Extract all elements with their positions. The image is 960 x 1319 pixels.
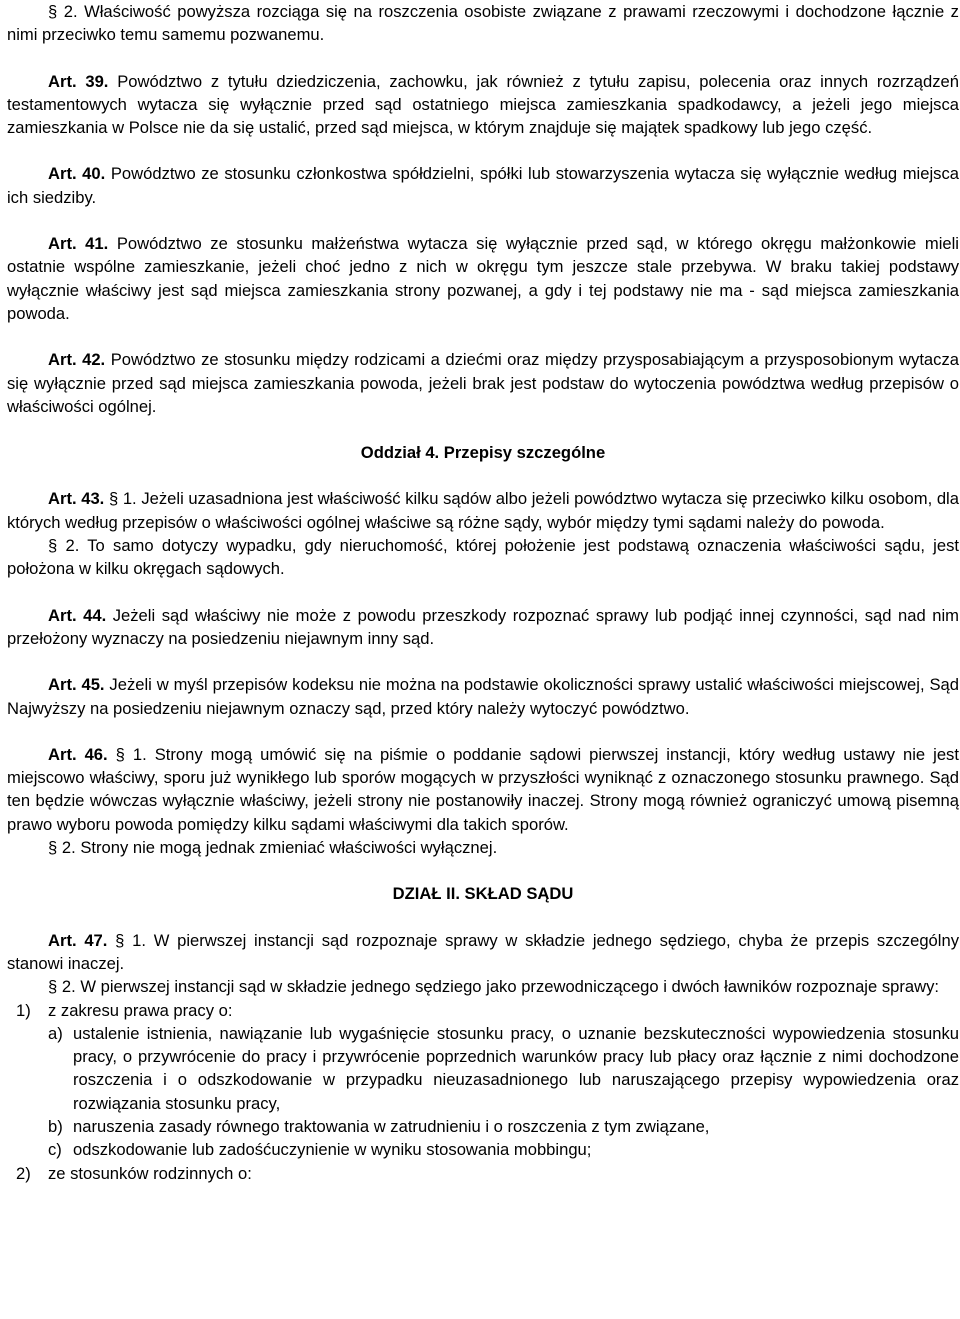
article-label: Art. 47. xyxy=(48,930,108,950)
article-46-paragraph-2 xyxy=(7,836,959,859)
paragraph-text: Właściwość powyższa rozciąga się na roszczenia osobiste związane z prawami rzeczowymi i dochodzone łącznie z nimi przeciwko temu samemu pozwanemu. xyxy=(7,2,959,45)
article-text: Jeżeli w myśl przepisów kodeksu nie można na podstawie okoliczności sprawy ustalić właściwości miejscowej, Sąd Najwyższy na posiedzeniu niejawnym oznaczy sąd, przed który należy wytoczyć powództwo. xyxy=(7,675,959,718)
article-label: Art. 40. xyxy=(48,164,106,184)
section-heading-oddzial-4: Oddział 4. Przepisy szczególne xyxy=(360,443,606,463)
paragraph-number: § 1. xyxy=(108,489,137,509)
list-item-number: 2) xyxy=(16,1163,31,1183)
article-text: Powództwo ze stosunku małżeństwa wytacza się wyłącznie przed sąd, w którego okręgu małżonkowie mieli ostatnie wspólne zamieszkanie, jeżeli choć jedno z nich w okręgu tym jeszcze stale przebywa. W braku takiej podstawy wyłącznie właściwy jest sąd miejsca zamieszkania strony pozwanej, a gdy i tej podstawy nie ma - sąd miejsca zamieszkania powoda. xyxy=(7,234,959,323)
list-item-number: 1) xyxy=(16,1000,31,1020)
paragraph-number: § 2. xyxy=(48,977,76,997)
list-item-text: ze stosunków rodzinnych o: xyxy=(48,1163,252,1183)
article-label: Art. 39. xyxy=(48,71,109,91)
paragraph-text: To samo dotyczy wypadku, gdy nieruchomość, której położenie jest podstawą oznaczenia właściwości sądu, jest położona w kilku okręgach sądowych. xyxy=(7,536,959,579)
sub-list-item-text: odszkodowanie lub zadośćuczynienie w wyniku stosowania mobbingu; xyxy=(73,1140,592,1160)
article-text: Jeżeli sąd właściwy nie może z powodu przeszkody rozpoznać sprawy lub podjąć innej czynności, sąd nad nim przełożony wyznaczy na posiedzeniu niejawnym inny sąd. xyxy=(7,605,959,648)
paragraph-text: Strony mogą umówić się na piśmie o poddanie sądowi pierwszej instancji, który według ustawy nie jest miejscowo właściwy, sporu już wynikłego lub sporów mogących w przyszłości wyniknąć z oznaczonego stosunku prawnego. Sąd ten będzie wówczas wyłącznie właściwy, jeżeli strony nie postanowiły inaczej. Strony mogą również ograniczyć umową pisemną prawo wyboru powoda pomiędzy kilku sądami właściwymi dla takich sporów. xyxy=(7,744,959,834)
article-text: Powództwo ze stosunku między rodzicami a dziećmi oraz między przysposabiającym a przysposobionym wytacza się wyłącznie przed sąd miejsca zamieszkania powoda, jeżeli brak jest podstaw do wytoczenia powództwa według przepisów o właściwości ogólnej. xyxy=(7,350,959,416)
article-text: Powództwo ze stosunku członkostwa spółdzielni, spółki lub stowarzyszenia wytacza się wyłącznie według miejsca ich siedziby. xyxy=(7,164,959,207)
list-item xyxy=(7,999,959,1022)
sub-list-item-letter: a) xyxy=(48,1023,63,1043)
sub-list-item xyxy=(48,1138,959,1161)
article-label: Art. 46. xyxy=(48,744,108,764)
list-item-text: z zakresu prawa pracy o: xyxy=(48,1000,233,1020)
paragraph-number: § 2. xyxy=(48,838,76,858)
article-47-paragraph-1 xyxy=(7,929,959,976)
article-label: Art. 42. xyxy=(48,350,106,370)
article-44 xyxy=(7,604,959,651)
paragraph-text: Strony nie mogą jednak zmieniać właściwości wyłącznej. xyxy=(80,838,498,858)
article-43-paragraph-1 xyxy=(7,487,959,534)
paragraph-text: W pierwszej instancji sąd w składzie jednego sędziego jako przewodniczącego i dwóch ławników rozpoznaje sprawy: xyxy=(80,977,940,997)
article-41 xyxy=(7,232,959,325)
article-43-paragraph-2 xyxy=(7,534,959,581)
paragraph-number: § 2. xyxy=(48,536,80,556)
article-46-paragraph-1 xyxy=(7,743,959,836)
sub-list-item-letter: b) xyxy=(48,1116,63,1136)
article-39 xyxy=(7,70,959,140)
sub-list-item xyxy=(48,1115,959,1138)
paragraph-number: § 2. xyxy=(48,2,78,21)
article-42 xyxy=(7,348,959,418)
article-label: Art. 44. xyxy=(48,605,107,625)
sub-list-item-letter: c) xyxy=(48,1140,62,1160)
article-45 xyxy=(7,673,959,720)
paragraph-text: Jeżeli uzasadniona jest właściwość kilku sądów albo jeżeli powództwo wytacza się przeciwko kilku osobom, dla których według przepisów o właściwości ogólnej właściwe są różne sądy, wybór między tymi sądami należy do powoda. xyxy=(7,489,959,532)
document-page xyxy=(7,0,959,1185)
sub-list-item-text: ustalenie istnienia, nawiązanie lub wygaśnięcie stosunku pracy, o uznanie bezskuteczności wypowiedzenia stosunku pracy, o przywrócenie do pracy i przywrócenie poprzednich warunków pracy lub płacy oraz łącznie z nimi dochodzone roszczenia i o odszkodowanie w przypadku nieuzasadnionego lub naruszającego przepisy wypowiedzenia oraz rozwiązania stosunku pracy, xyxy=(73,1023,959,1113)
art38-paragraph-2 xyxy=(7,0,959,47)
article-47-paragraph-2 xyxy=(7,975,959,998)
article-40 xyxy=(7,162,959,209)
article-label: Art. 45. xyxy=(48,675,105,695)
article-label: Art. 41. xyxy=(48,234,109,254)
list-item xyxy=(7,1162,959,1185)
paragraph-number: § 1. xyxy=(115,744,147,764)
paragraph-text: W pierwszej instancji sąd rozpoznaje sprawy w składzie jednego sędziego, chyba że przepis szczególny stanowi inaczej. xyxy=(7,930,959,973)
article-label: Art. 43. xyxy=(48,489,105,509)
section-heading-dzial-2: DZIAŁ II. SKŁAD SĄDU xyxy=(392,884,574,904)
paragraph-number: § 1. xyxy=(115,930,146,950)
article-text: Powództwo z tytułu dziedziczenia, zachowku, jak również z tytułu zapisu, polecenia oraz innych rozrządzeń testamentowych wytacza się wyłącznie przed sąd ostatniego miejsca zamieszkania spadkodawcy, a jeżeli jego miejsca zamieszkania w Polsce nie da się ustalić, przed sąd miejsca, w którym znajduje się majątek spadkowy lub jego część. xyxy=(7,71,959,138)
sub-list-item-text: naruszenia zasady równego traktowania w zatrudnieniu i o roszczenia z tym związane, xyxy=(73,1116,710,1136)
sub-list-item xyxy=(48,1022,959,1115)
